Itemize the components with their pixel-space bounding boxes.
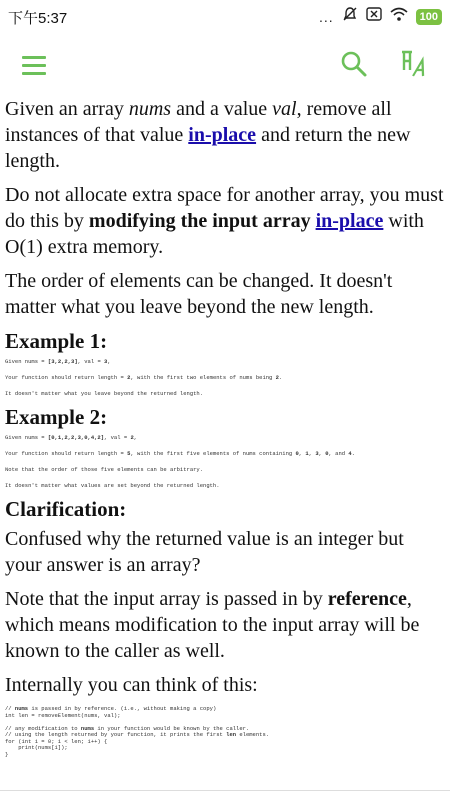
in-place-link[interactable]: in-place: [188, 124, 257, 146]
more-dots: ...: [318, 8, 334, 25]
app-bar: [0, 34, 450, 96]
status-time: 下午5:37: [8, 10, 68, 27]
status-bar: [0, 0, 450, 34]
example-1-block: Given nums = [3,2,2,3], val = 3, Your function should return length = 2, with the first two elements of nums being 2. It doesn't matter what you leave beyond the returned length.: [5, 358, 283, 397]
status-icons: [319, 6, 442, 27]
paragraph-confused: Confused why the returned value is an integer but your answer is an array?: [5, 528, 404, 576]
battery-icon: 100: [416, 9, 442, 25]
paragraph-reference: Note that the input array is passed in by reference, which means modification to the input array will be known to the caller as well.: [5, 588, 420, 662]
example-2-block: Given nums = [0,1,2,2,3,0,4,2], val = 2, Your function should return length = 5, with the first five elements of nums containing 0, 1, 3, 0, and 4. Note that the order of those five elements can be arbitrary. It doesn't matter what values are set beyond the returned length.: [5, 434, 355, 489]
menu-icon[interactable]: [22, 56, 46, 74]
search-icon[interactable]: [340, 50, 368, 78]
clarification-heading: Clarification:: [5, 497, 127, 521]
wifi-icon: [390, 7, 408, 26]
paragraph-intro: Given an array nums and a value val, remove all instances of that value in-place and return the new length.: [5, 98, 411, 172]
in-place-link-2[interactable]: in-place: [315, 210, 384, 232]
bottom-divider: [0, 790, 450, 791]
font-size-icon[interactable]: [398, 48, 430, 80]
paragraph-order: The order of elements can be changed. It doesn't matter what you leave beyond the new length.: [5, 270, 393, 318]
paragraph-internally: Internally you can think of this:: [5, 674, 258, 696]
no-sim-icon: [366, 7, 382, 26]
mute-icon: [342, 6, 358, 27]
example-1-heading: Example 1:: [5, 329, 108, 353]
example-2-heading: Example 2:: [5, 405, 108, 429]
code-block: // nums is passed in by reference. (i.e., without making a copy) int len = removeElement(nums, val); // any modification to nums in your function would be known by the caller. // using the length returned by your function, it prints the first len elements. for (int i = 0; i < len; i++) { print(nums[i]); }: [5, 705, 270, 758]
problem-content: [5, 96, 445, 758]
paragraph-constraint: Do not allocate extra space for another array, you must do this by modifying the input array in-place with O(1) extra memory.: [5, 184, 444, 258]
